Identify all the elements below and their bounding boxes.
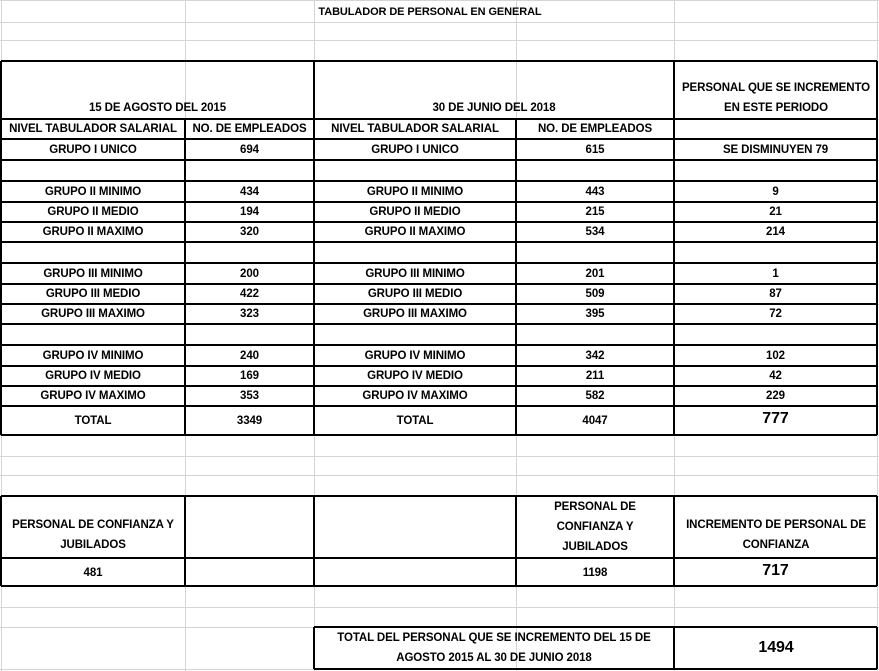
row-nivel-left[interactable]: GRUPO IV MAXIMO <box>40 390 146 402</box>
row-emp-left[interactable]: 194 <box>240 206 259 218</box>
row-nivel-left[interactable]: GRUPO III MEDIO <box>45 288 141 300</box>
row-incremento[interactable]: 214 <box>766 226 785 238</box>
row-emp-left[interactable]: 323 <box>240 308 259 320</box>
row-nivel-left[interactable]: GRUPO IV MINIMO <box>42 349 144 362</box>
confianza-increment-label[interactable]: INCREMENTO DE PERSONAL DE CONFIANZA <box>686 519 866 551</box>
col-empleados-left[interactable]: NO. DE EMPLEADOS <box>192 123 307 135</box>
row-incremento[interactable]: SE DISMINUYEN 79 <box>722 144 829 156</box>
col-empleados-right[interactable]: NO. DE EMPLEADOS <box>537 123 653 135</box>
row-emp-left[interactable]: 320 <box>240 226 259 238</box>
row-nivel-left[interactable]: GRUPO IV MEDIO <box>45 370 141 382</box>
col-nivel-right[interactable]: NIVEL TABULADOR SALARIAL <box>331 123 499 135</box>
row-nivel-right[interactable]: GRUPO II MINIMO <box>366 185 464 198</box>
row-emp-right[interactable]: 582 <box>585 390 605 402</box>
row-nivel-left[interactable]: GRUPO III MINIMO <box>43 267 143 280</box>
row-incremento[interactable]: 72 <box>769 308 782 320</box>
row-incremento[interactable]: 87 <box>769 288 782 300</box>
date-right-header[interactable]: 30 DE JUNIO DEL 2018 <box>432 102 556 114</box>
sheet-title[interactable]: TABULADOR DE PERSONAL EN GENERAL <box>318 6 542 18</box>
row-nivel-left[interactable]: GRUPO II MINIMO <box>44 185 142 198</box>
total-value-left[interactable]: 3349 <box>236 414 263 427</box>
row-nivel-left[interactable]: GRUPO II MAXIMO <box>42 226 144 238</box>
row-incremento[interactable]: 229 <box>766 390 785 402</box>
row-emp-right[interactable]: 342 <box>585 349 605 362</box>
row-emp-left[interactable]: 694 <box>240 144 259 156</box>
row-nivel-right[interactable]: GRUPO II MAXIMO <box>364 226 466 238</box>
row-emp-right[interactable]: 509 <box>585 288 605 300</box>
total-label-left[interactable]: TOTAL <box>74 414 112 427</box>
confianza-label-right[interactable]: PERSONAL DE CONFIANZA Y JUBILADOS <box>554 501 636 553</box>
row-nivel-right[interactable]: GRUPO III MEDIO <box>367 288 463 300</box>
date-left-header[interactable]: 15 DE AGOSTO DEL 2015 <box>88 102 227 114</box>
confianza-increment-value[interactable]: 717 <box>762 562 789 579</box>
row-incremento[interactable]: 102 <box>766 349 785 362</box>
row-emp-right[interactable]: 534 <box>585 226 605 238</box>
row-incremento[interactable]: 42 <box>769 370 782 382</box>
col-nivel-left[interactable]: NIVEL TABULADOR SALARIAL <box>9 123 177 135</box>
increment-header[interactable]: PERSONAL QUE SE INCREMENTO EN ESTE PERIODO <box>681 82 871 114</box>
row-nivel-right[interactable]: GRUPO III MINIMO <box>365 267 465 280</box>
row-emp-right[interactable]: 215 <box>585 206 605 218</box>
total-label-right[interactable]: TOTAL <box>396 414 434 427</box>
row-incremento[interactable]: 1 <box>772 267 779 280</box>
row-emp-left[interactable]: 353 <box>240 390 259 402</box>
row-emp-left[interactable]: 434 <box>240 185 259 198</box>
total-value-right[interactable]: 4047 <box>582 414 608 427</box>
row-emp-right[interactable]: 615 <box>585 144 605 156</box>
confianza-label-left[interactable]: PERSONAL DE CONFIANZA Y JUBILADOS <box>12 519 174 551</box>
row-incremento[interactable]: 21 <box>769 206 782 218</box>
confianza-value-left[interactable]: 481 <box>83 567 103 579</box>
grand-total-label[interactable]: TOTAL DEL PERSONAL QUE SE INCREMENTO DEL 15 DE AGOSTO 2015 AL 30 DE JUNIO 2018 <box>337 632 651 664</box>
row-emp-left[interactable]: 240 <box>240 349 259 362</box>
row-emp-left[interactable]: 200 <box>240 267 259 280</box>
row-emp-right[interactable]: 201 <box>585 267 605 280</box>
row-nivel-right[interactable]: GRUPO III MAXIMO <box>363 308 467 320</box>
row-nivel-left[interactable]: GRUPO I UNICO <box>49 144 137 156</box>
row-nivel-right[interactable]: GRUPO IV MAXIMO <box>362 390 468 402</box>
row-incremento[interactable]: 9 <box>772 185 779 198</box>
row-emp-right[interactable]: 395 <box>585 308 605 320</box>
confianza-value-right[interactable]: 1198 <box>582 567 608 579</box>
row-emp-left[interactable]: 422 <box>240 288 259 300</box>
row-nivel-left[interactable]: GRUPO III MAXIMO <box>41 308 145 320</box>
row-nivel-right[interactable]: GRUPO I UNICO <box>371 144 459 156</box>
total-incremento[interactable]: 777 <box>762 409 789 427</box>
row-nivel-left[interactable]: GRUPO II MEDIO <box>47 206 139 218</box>
row-emp-right[interactable]: 443 <box>585 185 605 198</box>
row-nivel-right[interactable]: GRUPO IV MEDIO <box>367 370 463 382</box>
row-nivel-right[interactable]: GRUPO II MEDIO <box>369 206 461 218</box>
grand-total-value[interactable]: 1494 <box>758 639 794 656</box>
row-emp-right[interactable]: 211 <box>585 370 605 382</box>
row-nivel-right[interactable]: GRUPO IV MINIMO <box>364 349 466 362</box>
row-emp-left[interactable]: 169 <box>240 370 259 382</box>
